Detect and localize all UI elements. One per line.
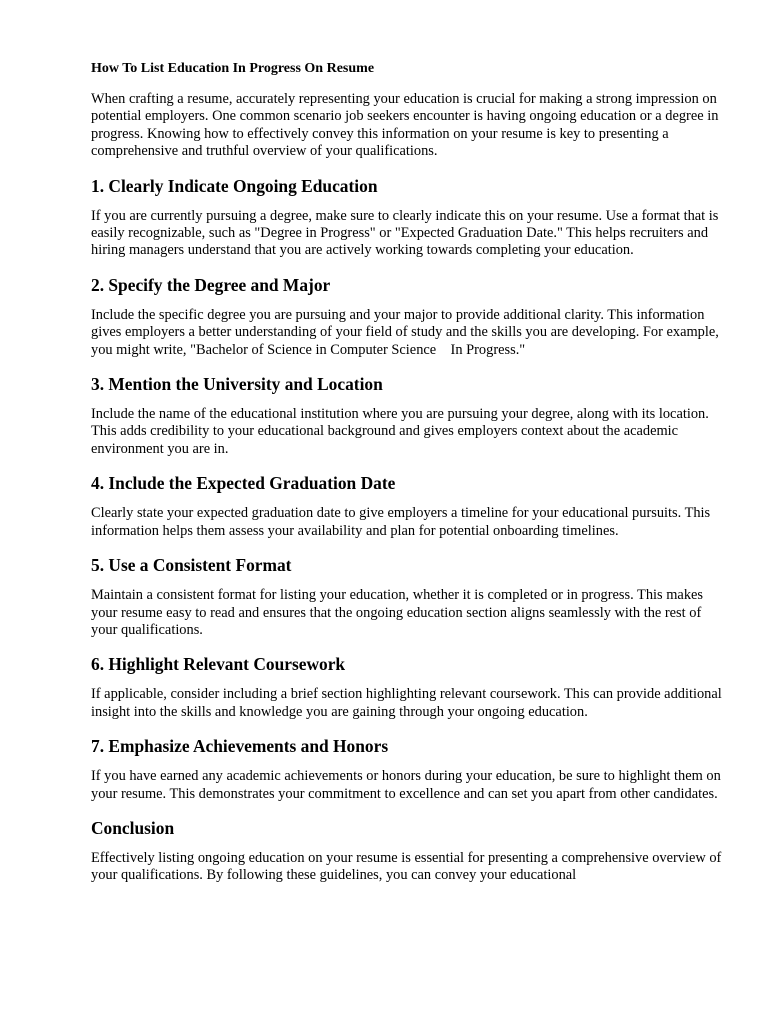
section-relevant-coursework [91,653,731,721]
section-heading: 5. Use a Consistent Format [91,555,292,576]
section-heading: 6. Highlight Relevant Coursework [91,654,346,675]
section-achievements-honors [91,735,731,803]
section-heading: 2. Specify the Degree and Major [91,274,331,295]
section-heading: 7. Emphasize Achievements and Honors [91,736,389,757]
section-body: Clearly state your expected graduation date to give employers a timeline for your educational pursuits. This information helps them assess your availability and plan for potential onboarding timelines. [91,505,711,539]
section-university-location [91,373,731,458]
section-body: Include the name of the educational institution where you are pursuing your degree, along with its location. This adds credibility to your educational background and gives employers context about the academic environment you are in. [91,406,709,457]
section-degree-major [91,274,731,359]
section-body: If you are currently pursuing a degree, make sure to clearly indicate this on your resume. Use a format that is easily recognizable, such as "Degree in Progress" or "Expected Graduation Date." This helps recruiters and hiring managers understand that you are actively working towards completing your education. [91,207,719,259]
section-graduation-date [91,472,731,540]
section-body: Include the specific degree you are pursuing and your major to provide additional clarity. This information gives employers a better understanding of your field of study and the skills you are developing. For example, you might write, "Bachelor of Science in Computer Science In Progress." [91,306,723,358]
section-body: If you have earned any academic achievements or honors during your education, be sure to highlight them on your resume. This demonstrates your commitment to excellence and can set you apart from other candidates. [91,768,721,802]
section-heading: 3. Mention the University and Location [91,374,383,395]
intro-paragraph: When crafting a resume, accurately representing your education is crucial for making a strong impression on potential employers. One common scenario job seekers encounter is having ongoing education or a degree in progress. Knowing how to effectively convey this information on your resume is key to presenting a comprehensive and truthful overview of your qualifications. [91,91,719,160]
section-body: Effectively listing ongoing education on your resume is essential for presenting a comprehensive overview of your qualifications. By following these guidelines, you can convey your educational [91,849,722,884]
section-heading: 1. Clearly Indicate Ongoing Education [91,175,378,196]
section-consistent-format [91,554,731,639]
section-ongoing-education [91,175,731,260]
section-body: Maintain a consistent format for listing your education, whether it is completed or in progress. This makes your resume easy to read and ensures that the ongoing education section aligns seamlessly with the rest of your qualifications. [91,587,704,638]
section-conclusion [91,817,731,885]
section-heading: 4. Include the Expected Graduation Date [91,473,396,494]
document-title: How To List Education In Progress On Resume [91,61,375,76]
section-heading: Conclusion [91,817,175,838]
document-page [91,60,731,885]
section-body: If applicable, consider including a brief section highlighting relevant coursework. This can provide additional insight into the skills and knowledge you are gaining through your ongoing education. [91,686,722,720]
